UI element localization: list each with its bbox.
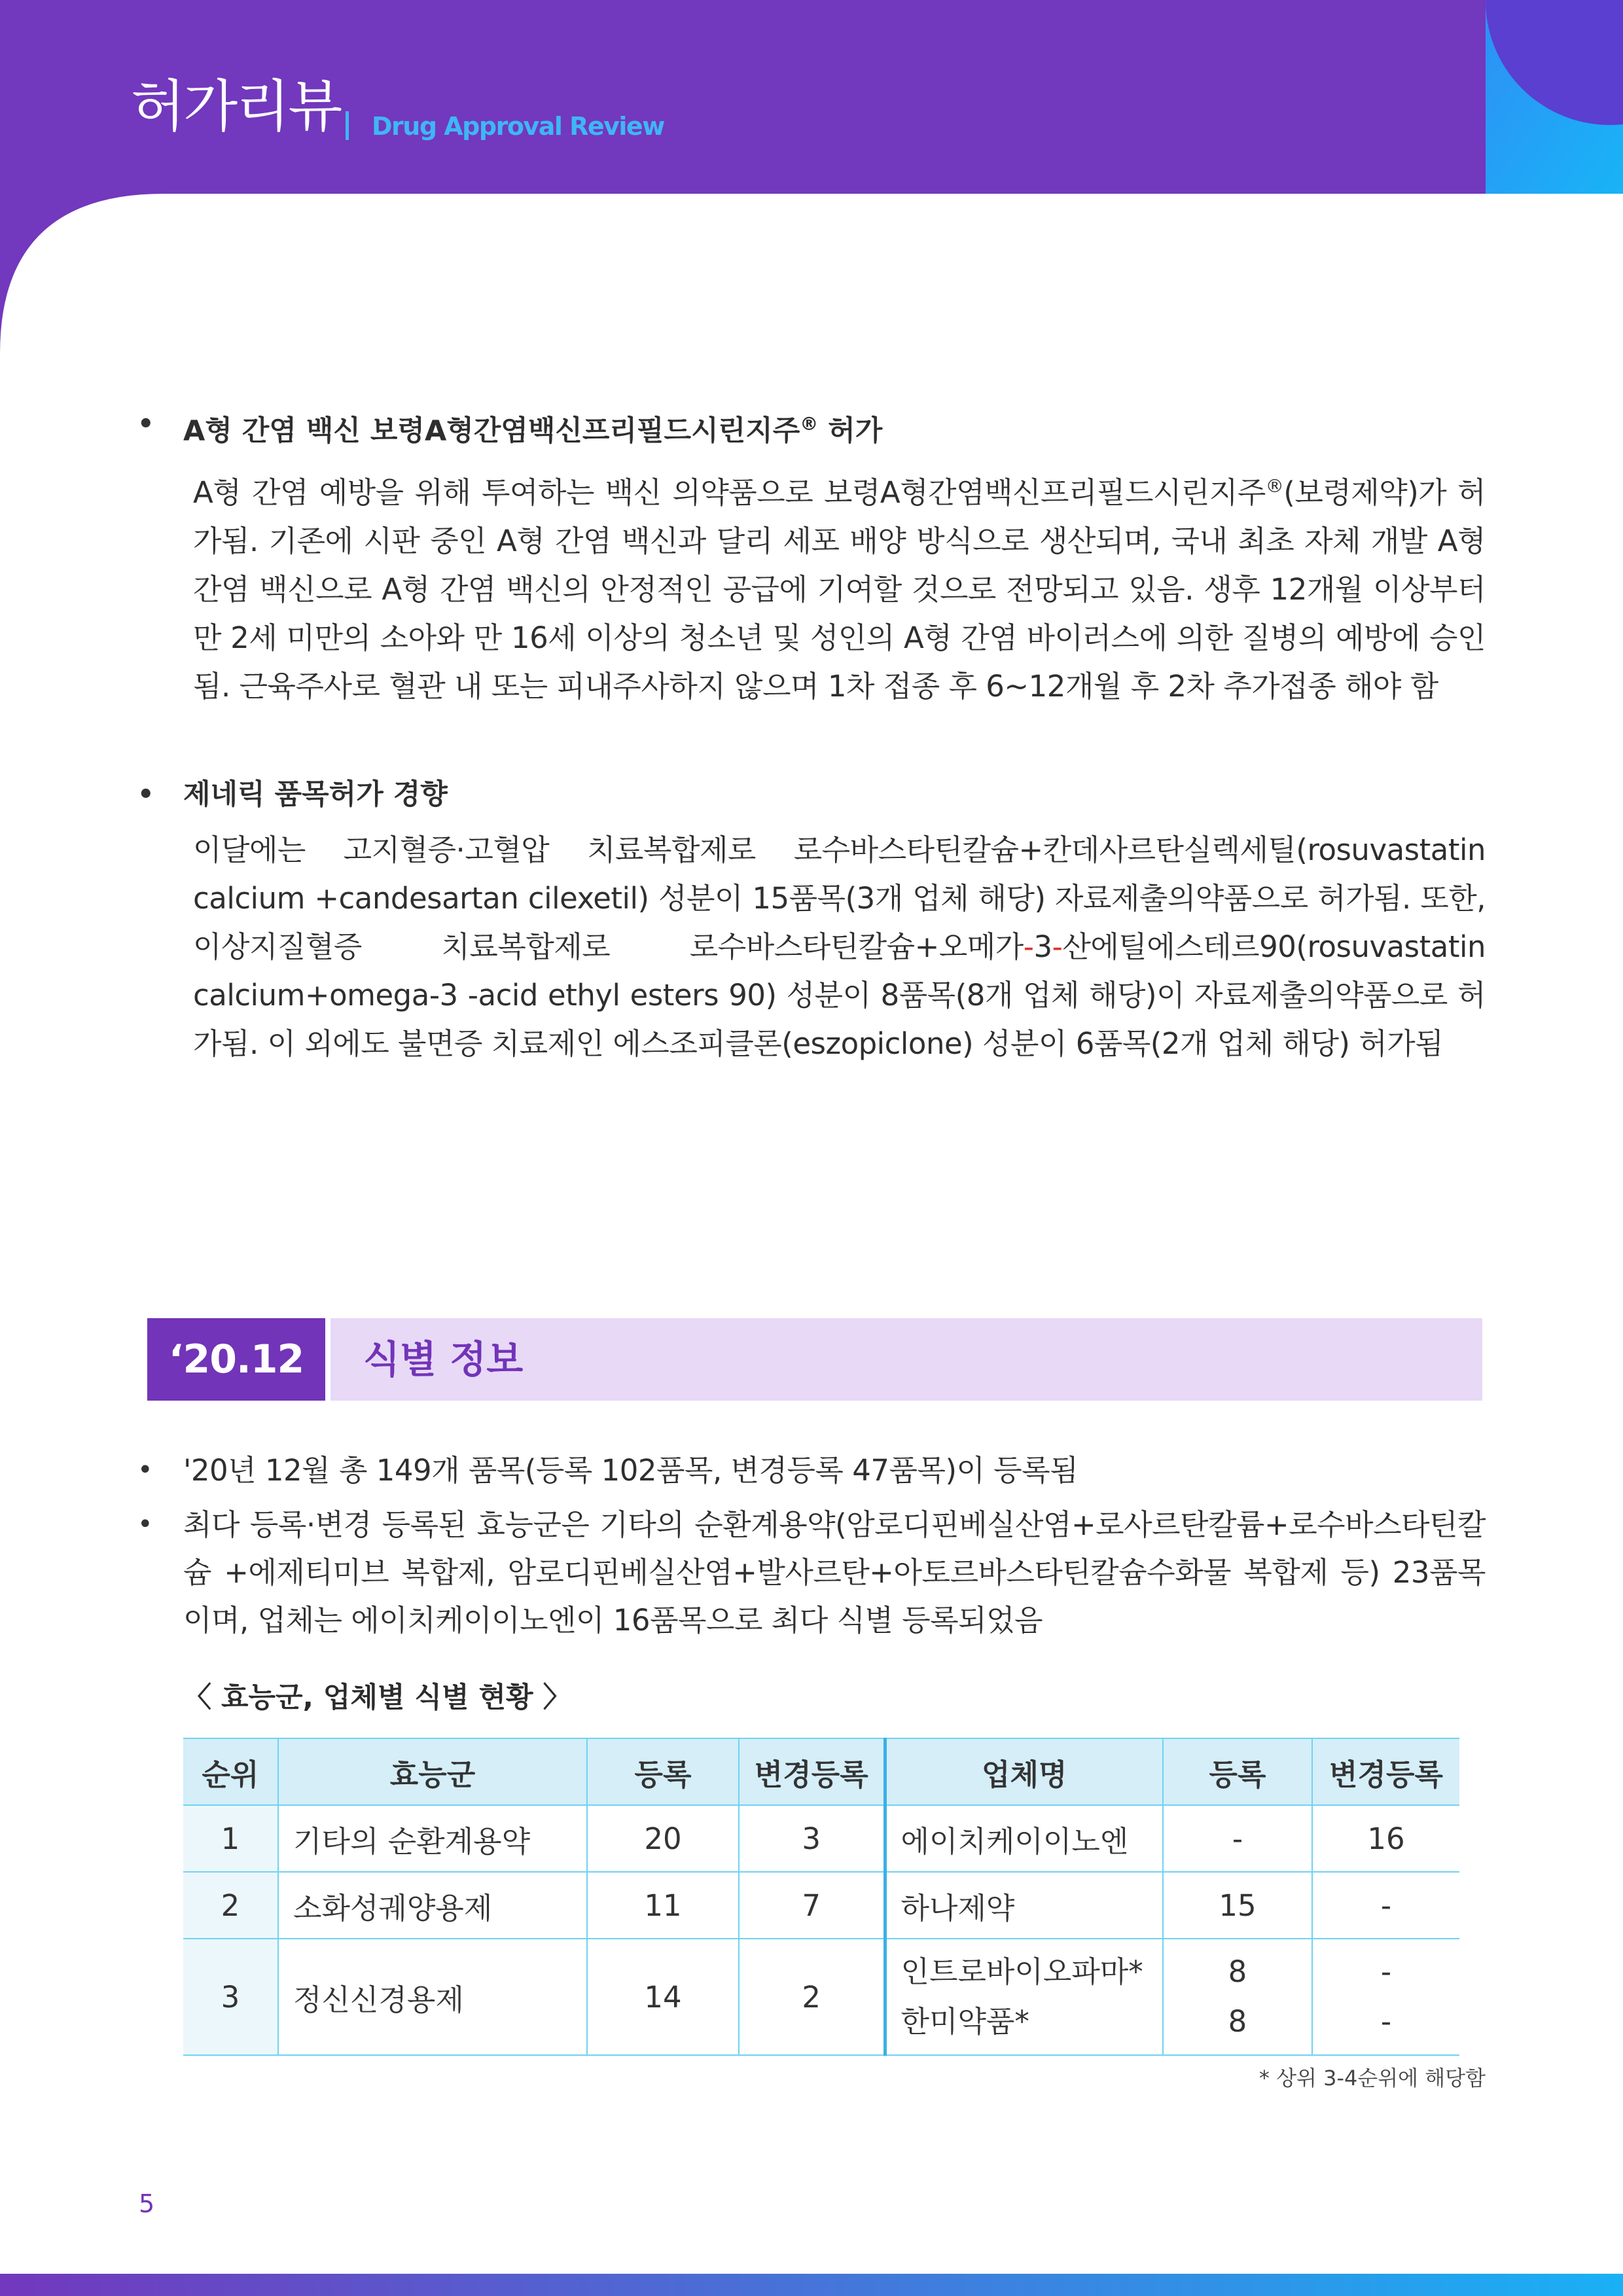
cell-chg: 3 (739, 1805, 885, 1872)
cell-reg: 14 (587, 1939, 739, 2055)
cell-company-reg: 15 (1163, 1872, 1312, 1939)
header-curve (0, 194, 164, 353)
list-item: • 최다 등록·변경 등록된 효능군은 기타의 순환계용약(암로디핀베실산염+로사르탄칼륨+로수바스타틴칼슘 +에제티미브 복합제, 암로디핀베실산염+발사르탄+아토르바스타틴칼슘수화물 복합제 등) 23품목이며, 업체는 에이치케이이노엔이 16품목으로 최다 식별 등록되었음 (131, 1501, 1486, 1644)
cell-group: 정신신경용제 (278, 1939, 587, 2055)
col-chg: 변경등록 (739, 1738, 885, 1805)
cell-company-reg (1163, 1939, 1312, 2055)
company-name: 한미약품* (901, 2004, 1029, 2039)
header-background (0, 0, 1623, 393)
item-body: 이달에는 고지혈증·고혈압 치료복합제로 로수바스타틴칼슘+칸데사르탄실렉세틸(rosuvastatin calcium +candesartan cilexetil) 성분이 15품목(3개 업체 해당) 자료제출의약품으로 허가됨. 또한, 이상지질혈증 치료복합제로 로수바스타틴칼슘+오메가-3-산에틸에스테르90(rosuvastatin calcium+omega-3 -acid ethyl esters 90) 성분이 8품목(8개 업체 해당)이 자료제출의약품으로 허가됨. 이 외에도 불면증 치료제인 에스조피클론(eszopiclone) 성분이 6품목(2개 업체 해당) 허가됨 (193, 833, 1486, 1061)
cell-rank: 2 (183, 1872, 278, 1939)
section-title: 식별 정보 (330, 1318, 1482, 1401)
cell-rank: 1 (183, 1805, 278, 1872)
company-chg-value: - (1380, 1954, 1392, 1989)
table-row (183, 1939, 1459, 2055)
company-name: 인트로바이오파마* (901, 1954, 1143, 1989)
cell-company-reg: - (1163, 1805, 1312, 1872)
col-company-chg: 변경등록 (1312, 1738, 1459, 1805)
cell-reg: 20 (587, 1805, 739, 1872)
cell-company-chg: - (1312, 1872, 1459, 1939)
header-title: 허가리뷰 (131, 74, 341, 139)
table-header-row (183, 1738, 1459, 1805)
cell-group: 소화성궤양용제 (278, 1872, 587, 1939)
header-subtitle: Drug Approval Review (372, 112, 664, 141)
section-date: ‘20.12 (147, 1318, 325, 1401)
col-group: 효능군 (278, 1738, 587, 1805)
header-separator (346, 111, 349, 140)
cell-company: 하나제약 (885, 1872, 1163, 1939)
item-body: A형 간염 예방을 위해 투여하는 백신 의약품으로 보령A형간염백신프리필드시린지주®(보령제약)가 허가됨. 기존에 시판 중인 A형 간염 백신과 달리 세포 배양 방식으로 생산되며, 국내 최초 자체 개발 A형 간염 백신으로 A형 간염 백신의 안정적인 공급에 기여할 것으로 전망되고 있음. 생후 12개월 이상부터 만 2세 미만의 소아와 만 16세 이상의 청소년 및 성인의 A형 간염 바이러스에 의한 질병의 예방에 승인됨. 근육주사로 혈관 내 또는 피내주사하지 않으며 1차 접종 후 6~12개월 후 2차 추가접종 해야 함 (193, 475, 1486, 704)
table-footnote: * 상위 3-4순위에 해당함 (1258, 2066, 1486, 2090)
company-chg-value: - (1380, 2004, 1392, 2039)
approval-item-hepatitis-a (131, 404, 1486, 711)
item-title: • 제네릭 품목허가 경향 (131, 775, 1486, 814)
summary-list (131, 1446, 1486, 1651)
cell-company-chg (1312, 1939, 1459, 2055)
page-number: 5 (139, 2189, 155, 2218)
cell-chg: 2 (739, 1939, 885, 2055)
cell-rank: 3 (183, 1939, 278, 2055)
col-reg: 등록 (587, 1738, 739, 1805)
company-reg-value: 8 (1228, 2004, 1247, 2039)
page-header (0, 0, 1623, 196)
company-reg-value: 8 (1228, 1954, 1247, 1989)
cell-chg: 7 (739, 1872, 885, 1939)
cell-reg: 11 (587, 1872, 739, 1939)
col-company: 업체명 (885, 1738, 1163, 1805)
table-caption: 〈 효능군, 업체별 식별 현황 〉 (183, 1681, 571, 1714)
col-rank: 순위 (183, 1738, 278, 1805)
cell-company (885, 1939, 1163, 2055)
approval-item-generic-trend (131, 775, 1486, 1068)
section-header (147, 1318, 1482, 1401)
col-company-reg: 등록 (1163, 1738, 1312, 1805)
footer-bar (0, 2274, 1623, 2296)
cell-company-chg: 16 (1312, 1805, 1459, 1872)
table-row (183, 1872, 1459, 1939)
cell-group: 기타의 순환계용약 (278, 1805, 587, 1872)
cell-company: 에이치케이이노엔 (885, 1805, 1163, 1872)
list-item: • '20년 12월 총 149개 품목(등록 102품목, 변경등록 47품목)이 등록됨 (131, 1446, 1486, 1494)
identification-table (183, 1738, 1459, 2056)
table-row (183, 1805, 1459, 1872)
item-title: • A형 간염 백신 보령A형간염백신프리필드시린지주® 허가 (131, 404, 1486, 450)
